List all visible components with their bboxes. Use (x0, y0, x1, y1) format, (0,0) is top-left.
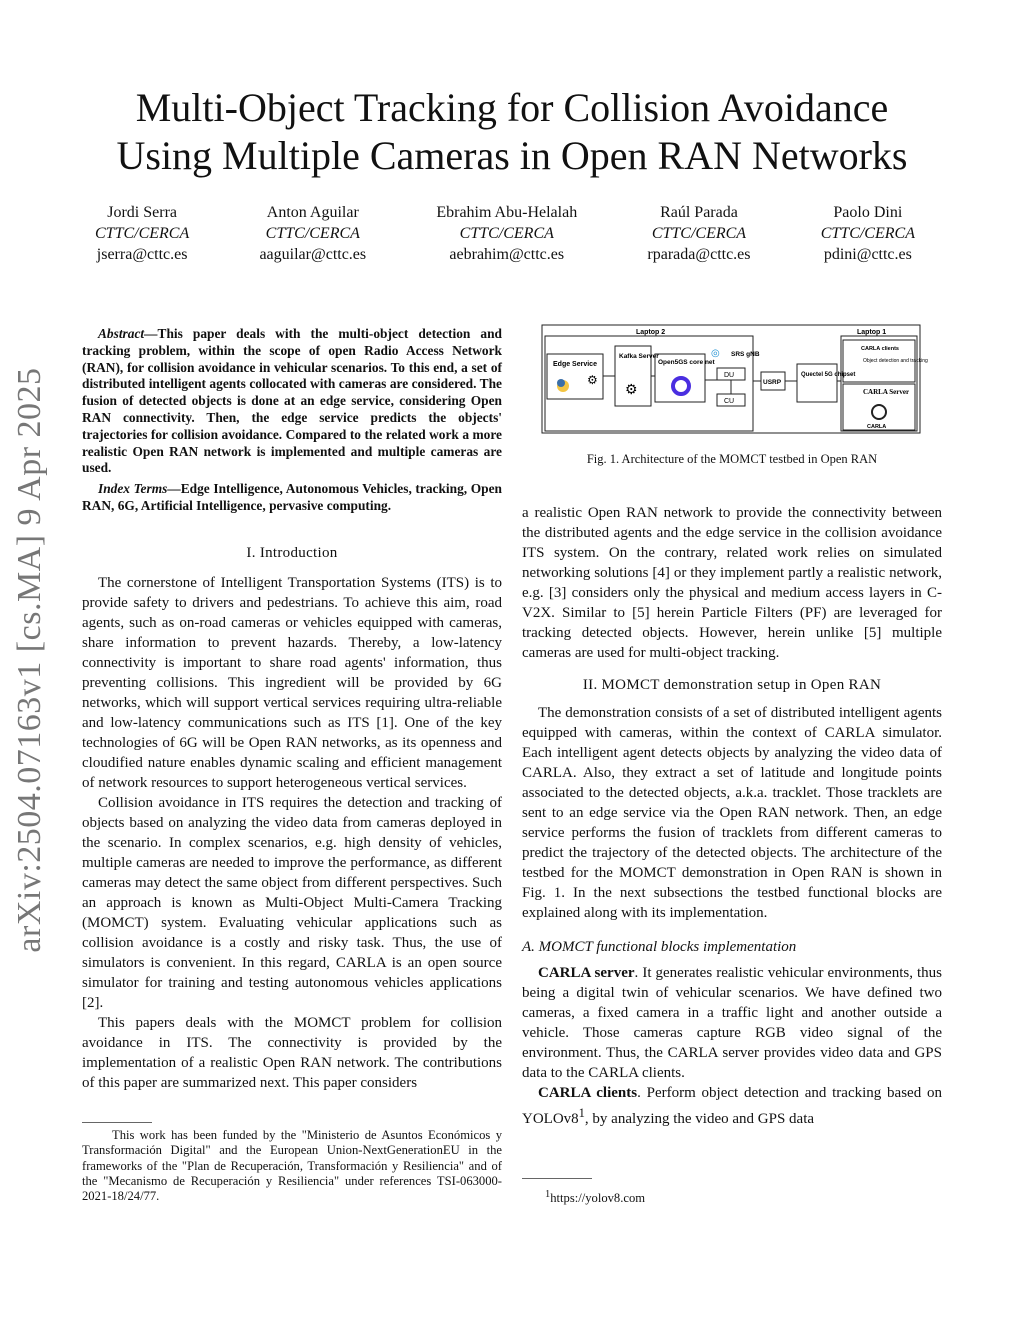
section-heading-setup: II. MOMCT demonstration setup in Open RAN (582, 677, 882, 693)
footnote-rule-right (522, 1178, 592, 1179)
author-affiliation: CTTC/CERCA (651, 225, 747, 242)
carla-logo-icon (872, 405, 886, 419)
carla-server-label: CARLA Server (863, 388, 910, 396)
carla-server-paragraph: CARLA server. It generates realistic vehicular environments, thus being a digital twin of vehicular scenarios. We have defined two cameras, a fixed camera in a traffic light and another outside a vehicle. Those cameras capture RGB video signal of the environment. Thus, the CARLA server provides video data and GPS data to the CARLA clients. (522, 965, 942, 1081)
left-column (82, 543, 502, 1093)
open5gs-label: Open5GS core net (658, 359, 715, 366)
index-terms (82, 481, 502, 515)
author-name: Anton Aguilar (266, 204, 359, 221)
kafka-logo-icon: ⚙ (625, 383, 638, 398)
url-footnote (545, 1187, 925, 1206)
du-label: DU (724, 372, 735, 379)
subsection-heading-a: A. MOMCT functional blocks implementation (522, 939, 797, 955)
figure-border (542, 325, 920, 433)
object-detection-label: Object detection and tracking (863, 358, 928, 364)
author-block (259, 202, 366, 265)
quectel-box (797, 364, 837, 402)
author-block (821, 202, 915, 265)
right-paragraph-1: a realistic Open RAN network to provide the connectivity between the distributed agents and the edge service in the collision avoidance ITS system. On the contrary, related work relies on simulated networking solutions [4] or they implement partly a realistic network, e.g. [3] considers only the physical and medium access layers in C-V2X. Similar to [5] herein Particle Filters (PF) are leveraged for tracking detected objects. However, herein unlike [5] multiple cameras are used for multi-object tracking. (522, 505, 942, 661)
index-terms-text: Edge Intelligence, Autonomous Vehicles, tracking, Open RAN, 6G, Artificial Intelligence, pervasive computing. (82, 481, 502, 513)
author-block (95, 202, 189, 265)
author-affiliation: CTTC/CERCA (820, 225, 915, 242)
laptop2-label: Laptop 2 (636, 329, 666, 336)
carla-clients-term: CARLA clients (538, 1085, 638, 1101)
footnote-marker: 1 (578, 1106, 585, 1120)
right-column (522, 503, 942, 1129)
setup-paragraph-1: The demonstration consists of a set of distributed intelligent agents equipped with cameras, within the context of CARLA simulator. Each intelligent agent detects objects by analyzing the video data of CARLA. Also, they extract a set of latitude and longitude points associated to the detected objects, a.k.a. tracklet. Those tracklets are sent to an edge service via the Open RAN network. Then, an edge service performs the fusion of tracklets from different cameras to predict the trajectory of the detected objects. The architecture of the testbed for the MOMCT demonstration in Open RAN is shown in Fig. 1. In the next subsections the testbed functional blocks are explained along with its implementation. (522, 705, 942, 921)
author-block (647, 202, 750, 265)
abstract-text: This paper deals with the multi-object detection and tracking problem, within the scope of open Radio Access Network (RAN), for collision avoidance in vehicular scenarios. To this end, a set of distributed intelligent agents collocated with cameras are considered. The fusion of detected objects is done at an edge service, considering Open RAN connectivity. Then, the edge service predicts the objects' trajectories for collision avoidance. Compared to the related work a more realistic Open RAN network is implemented and multiple cameras are used. (82, 326, 502, 476)
kafka-icon: ⚙ (587, 373, 598, 387)
carla-server-term: CARLA server (538, 965, 635, 981)
author-block (436, 202, 577, 265)
carla-clients-label: CARLA clients (861, 346, 899, 352)
footnote-number: 1 (545, 1189, 551, 1200)
intro-paragraph-3: This papers deals with the MOMCT problem for collision avoidance in ITS. The connectivity is provided by the implementation of a realistic Open RAN network. The contributions of this paper are summarized next. This paper considers (82, 1015, 502, 1091)
edge-service-label: Edge Service (553, 361, 597, 368)
author-name: Paolo Dini (833, 204, 903, 221)
usrp-label: USRP (763, 379, 782, 386)
architecture-figure (541, 324, 928, 434)
srs-label: SRS gNB (731, 351, 760, 358)
footnote-url: https://yolov8.com (550, 1191, 646, 1206)
author-name: Ebrahim Abu-Helalah (436, 204, 578, 221)
intro-paragraph-1: The cornerstone of Intelligent Transportation Systems (ITS) is to provide safety to drivers and pedestrians. To achieve this aim, road agents, such as on-road cameras or vehicles equipped with cameras, share information to prevent hazards. Thereby, a low-latency connectivity is important to share road agents' information, thus preventing collisions. This ingredient will be provided by 6G networks, which will support vertical services requiring ultra-reliable and low-latency communications such as ITS [1]. One of the key technologies of 6G will be Open RAN networks, as its openness and cloudified nature enables dynamic scaling and efficient management of network resources to support heterogeneous vertical services. (82, 575, 502, 791)
abstract-label: Abstract— (98, 326, 158, 341)
author-email: pdini@cttc.es (823, 246, 912, 263)
quectel-label: Quectel 5G chipset (801, 372, 856, 378)
author-list (95, 202, 915, 265)
author-affiliation: CTTC/CERCA (95, 225, 190, 242)
open5gs-logo-icon (673, 378, 689, 394)
carla-clients-paragraph: CARLA clients. Perform object detection and tracking based on $YOLOv8^1$, by analyzing the video and GPS data (522, 1085, 942, 1127)
architecture-diagram (541, 324, 928, 434)
laptop1-label: Laptop 1 (857, 329, 887, 336)
abstract (82, 326, 502, 515)
author-email: aaguilar@cttc.es (259, 246, 367, 263)
index-terms-label: Index Terms— (98, 481, 181, 497)
python-icon-part (557, 379, 565, 387)
abstract-paragraph (82, 326, 502, 477)
author-email: rparada@cttc.es (647, 246, 751, 263)
figure-caption: Fig. 1. Architecture of the MOMCT testbed in Open RAN (586, 452, 878, 466)
arxiv-side-label: arXiv:2504.07163v1 [cs.MA] 9 Apr 2025 (11, 367, 48, 953)
author-affiliation: CTTC/CERCA (265, 225, 360, 242)
carla-logo-text: CARLA (867, 424, 887, 430)
srs-icon: ◎ (711, 348, 720, 359)
author-email: jserra@cttc.es (96, 246, 188, 263)
author-name: Raúl Parada (660, 204, 738, 221)
paper-title: Multi-Object Tracking for Collision Avoidance Using Multiple Cameras in Open RAN Networks (116, 85, 908, 178)
kafka-label: Kafka Server (619, 353, 659, 360)
author-email: aebrahim@cttc.es (449, 246, 565, 263)
laptop2-box (545, 336, 753, 431)
author-affiliation: CTTC/CERCA (459, 225, 554, 242)
funding-footnote: This work has been funded by the "Ministerio de Asuntos Económicos y Transformación Digital" and the European Union-NextGenerationEU in the frameworks of the "Plan de Recuperación, Transformación y Resiliencia" and of the "Mecanismo de Recuperación y Resiliencia" under references TSI-063000-2021-18/24/77. (82, 1128, 502, 1204)
section-heading-introduction: I. Introduction (246, 545, 338, 561)
intro-paragraph-2: Collision avoidance in ITS requires the detection and tracking of objects based on analyzing the video data from cameras deployed in the scenario. In complex scenarios, e.g. high density of vehicles, multiple cameras are needed to improve the performance, as different cameras may detect the same object from different perspectives. Such an approach is known as Multi-Object Multi-Camera Tracking (MOMCT) system. Evaluating vehicular applications such as collision avoidance is a costly and risky task. Thus, the use of simulators is convenient. In this regard, CARLA is an open source simulator for training and testing autonomous vehicles applications [2]. (82, 795, 502, 1011)
author-name: Jordi Serra (107, 204, 177, 221)
cu-label: CU (724, 398, 735, 405)
footnote-rule (82, 1122, 152, 1123)
